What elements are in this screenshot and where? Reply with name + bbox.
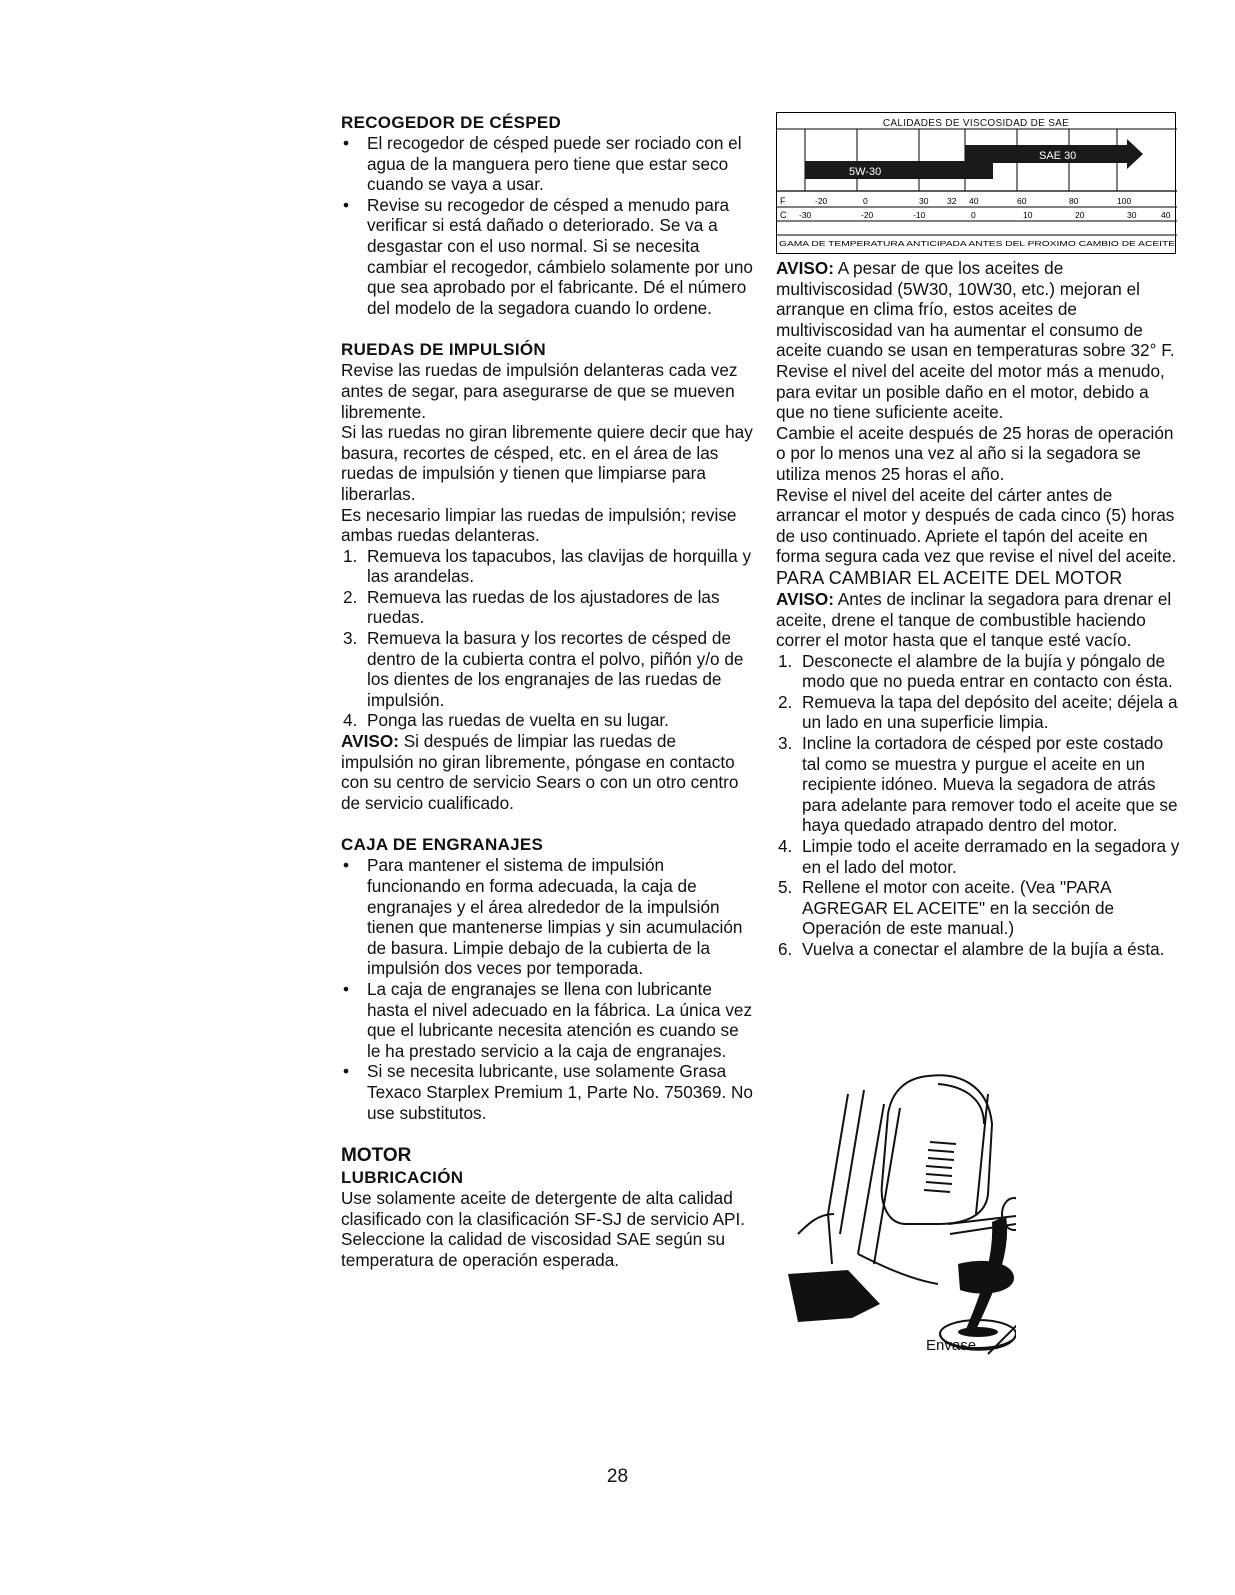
notice-paragraph: AVISO: A pesar de que los aceites de multiviscosidad (5W30, 10W30, etc.) mejoran el arranque en clima frío, estos aceites de multiviscosidad van ha aumentar el consumo de aceite cuando se usan en temperaturas sobre 32° F. Revise el nivel del aceite del motor más a menudo, para evitar un posible daño en el motor, debido a que no tiene suficiente aceite. (776, 258, 1175, 423)
c-tick-2: -10 (913, 210, 926, 220)
lubrication-heading: LUBRICACIÓN (341, 1168, 464, 1188)
c-tick-5: 20 (1075, 210, 1085, 220)
list-item: 3. Remueva la basura y los recortes de césped de dentro de la cubierta contra el polvo, piñón y/o de los dientes de los engranajes de las ruedas de impulsión. (343, 628, 744, 710)
paragraph: Revise el nivel del aceite del cárter antes de arrancar el motor y después de cada cinco (5) horas de uso continuado. Apriete el tapón del aceite en forma segura cada vez que revise el nivel del aceite. (776, 484, 1177, 567)
paragraph: Revise las ruedas de impulsión delanteras cada vez antes de segar, para asegurarse de que se mueven libremente. (341, 360, 738, 422)
f-tick-3: 32 (947, 196, 957, 206)
f-scale-label: F (780, 196, 786, 206)
bullet-marker: • (343, 133, 350, 153)
c-tick-7: 40 (1161, 210, 1171, 220)
list-item: • Si se necesita lubricante, use solamente Grasa Texaco Starplex Premium 1, Parte No. 750369. No use substitutos. (343, 1061, 753, 1123)
page-number: 28 (606, 1466, 629, 1487)
f-tick-6: 80 (1069, 196, 1079, 206)
list-item: • Para mantener el sistema de impulsión funcionando en forma adecuada, la caja de engranajes y el área alrededor de la impulsión tienen que mantenerse limpias y sin acumulación de basura. Limpie debajo de la cubierta de la impulsión dos veces por temporada. (343, 855, 743, 979)
label-sae30: SAE 30 (1039, 150, 1077, 162)
gearbox-heading: CAJA DE ENGRANAJES (341, 835, 544, 855)
bar-5w30 (805, 161, 993, 179)
f-tick-2: 30 (919, 196, 929, 206)
list-item: • El recogedor de césped puede ser rociado con el agua de la manguera pero tiene que estar seco cuando se vaya a usar. (343, 133, 742, 195)
f-tick-5: 60 (1017, 196, 1027, 206)
list-item: 3. Incline la cortadora de césped por este costado tal como se muestra y purgue el aceite en un recipiente idóneo. Mueva la segadora de atrás para adelante para remover todo el aceite que se haya quedado atrapado dentro del motor. (778, 733, 1178, 836)
c-tick-6: 30 (1127, 210, 1137, 220)
gearbox-list (341, 855, 753, 1123)
drive-wheels-heading: RUEDAS DE IMPULSIÓN (341, 340, 546, 360)
notice-paragraph: AVISO: Si después de limpiar las ruedas de impulsión no giran libremente, póngase en contacto con su centro de servicio Sears o con un otro centro de servicio cualificado. (341, 731, 739, 813)
f-tick-1: 0 (863, 196, 868, 206)
list-item: 4. Limpie todo el aceite derramado en la segadora y en el lado del motor. (778, 836, 1180, 877)
list-item: 2. Remueva las ruedas de los ajustadores de las ruedas. (343, 586, 720, 628)
list-item: 1. Remueva los tapacubos, las clavijas de horquilla y las arandelas. (343, 545, 752, 587)
chart-footer: GAMA DE TEMPERATURA ANTICIPADA ANTES DEL PROXIMO CAMBIO DE ACEITE (779, 239, 1175, 248)
motor-heading: MOTOR (341, 1145, 412, 1167)
bar-sae30-arrow (1127, 139, 1143, 169)
list-item: 2. Remueva la tapa del depósito del aceite; déjela a un lado en una superficie limpia. (778, 691, 1178, 733)
c-tick-0: -30 (799, 210, 812, 220)
paragraph: Es necesario limpiar las ruedas de impulsión; revise ambas ruedas delanteras. (341, 504, 737, 546)
notice-label: AVISO: (341, 731, 399, 752)
label-5w30: 5W-30 (849, 166, 882, 178)
paragraph: Use solamente aceite de detergente de alta calidad clasificado con la clasificación SF-SJ de servicio API. Seleccione la calidad de viscosidad SAE según su temperatura de operación esperada. (341, 1188, 746, 1270)
paragraph: Cambie el aceite después de 25 horas de operación o por lo menos una vez al año si la segadora se utiliza menos 25 horas el año. (776, 422, 1174, 484)
c-tick-4: 10 (1023, 210, 1033, 220)
bullet-marker: • (343, 1061, 350, 1082)
c-scale-label: C (780, 210, 787, 220)
list-item: • La caja de engranajes se llena con lubricante hasta el nivel adecuado en la fábrica. La única vez que el lubricante necesita atención es cuando se le ha prestado servicio a la caja de engranajes. (343, 978, 753, 1061)
right-column (776, 112, 1180, 960)
list-item: 4. Ponga las ruedas de vuelta en su lugar. (343, 710, 669, 731)
viscosity-chart-title: CALIDADES DE VISCOSIDAD DE SAE (882, 118, 1070, 129)
c-tick-1: -20 (861, 210, 874, 220)
change-oil-steps (776, 651, 1180, 960)
list-item: 1. Desconecte el alambre de la bujía y póngalo de modo que no pueda entrar en contacto con ésta. (778, 650, 1173, 692)
list-item: • Revise su recogedor de césped a menudo para verificar si está dañado o deteriorado. Se va a desgastar con el uso normal. Si se necesita cambiar el recogedor, cámbielo solamente por uno que sea aprobado por el fabricante. Dé el número del modelo de la segadora cuando lo ordene. (343, 194, 753, 318)
list-item: 5. Rellene el motor con aceite. (Vea "PARA AGREGAR EL ACEITE" en la sección de Operación de este manual.) (778, 877, 1115, 939)
notice-label: AVISO: (776, 588, 834, 609)
grass-catcher-list (341, 133, 753, 318)
notice-label: AVISO: (776, 258, 834, 278)
grass-catcher-heading: RECOGEDOR DE CÉSPED (341, 113, 562, 132)
left-column (341, 112, 753, 1271)
container-label: Envase (926, 1337, 977, 1354)
notice-paragraph: AVISO: Antes de inclinar la segadora para drenar el aceite, drene el tanque de combustible haciendo correr el motor hasta que el tanque esté vacío. (776, 588, 1172, 651)
oil-drain-illustration (788, 1064, 1016, 1372)
list-item: 6. Vuelva a conectar el alambre de la bujía a ésta. (778, 939, 1165, 959)
f-tick-0: -20 (815, 196, 828, 206)
bullet-marker: • (343, 978, 350, 999)
c-tick-3: 0 (971, 210, 976, 220)
bullet-marker: • (343, 194, 350, 215)
change-oil-heading: PARA CAMBIAR EL ACEITE DEL MOTOR (776, 567, 1123, 588)
f-tick-7: 100 (1117, 196, 1132, 206)
f-tick-4: 40 (969, 196, 979, 206)
c-ticks (799, 210, 1171, 220)
f-ticks (815, 196, 1131, 206)
bullet-marker: • (343, 855, 350, 876)
wheel-steps-list (341, 546, 753, 731)
paragraph: Si las ruedas no giran libremente quiere decir que hay basura, recortes de césped, etc. en el área de las ruedas de impulsión y tienen que limpiarse para liberarlas. (341, 422, 753, 504)
viscosity-chart (776, 112, 1176, 254)
